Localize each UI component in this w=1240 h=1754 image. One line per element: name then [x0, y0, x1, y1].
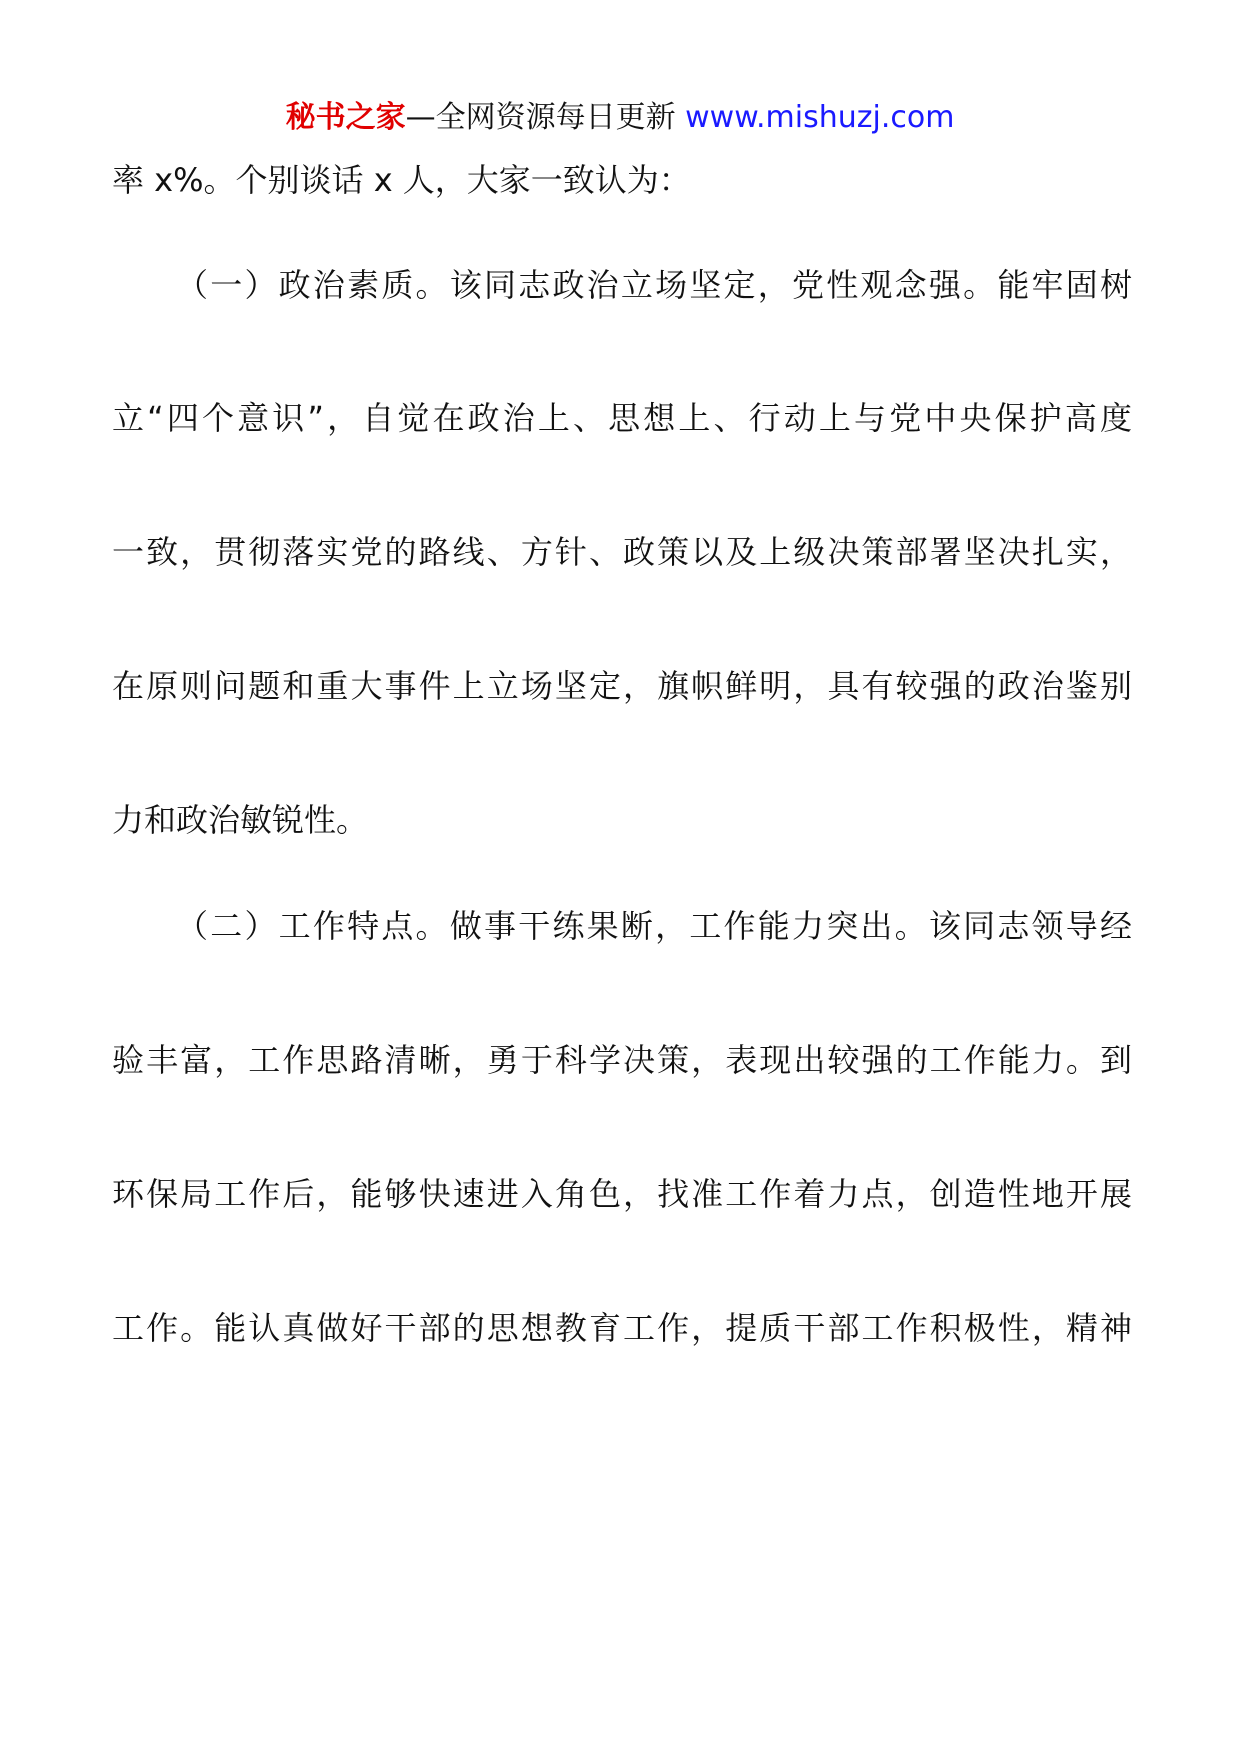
- text-line: 力和政治敏锐性。: [112, 801, 369, 839]
- site-tagline: —全网资源每日更新: [405, 100, 676, 135]
- text-line: （一）政治素质。该同志政治立场坚定，党性观念强。能牢固树: [176, 266, 1132, 304]
- text-line: 立“四个意识”，自觉在政治上、思想上、行动上与党中央保护高度: [112, 399, 1132, 437]
- text-line: 率 x%。个别谈话 x 人，大家一致认为：: [112, 161, 691, 199]
- text-line: 在原则问题和重大事件上立场坚定，旗帜鲜明，具有较强的政治鉴别: [112, 667, 1132, 705]
- site-brand: 秘书之家: [285, 100, 406, 135]
- text-line: 环保局工作后，能够快速进入角色，找准工作着力点，创造性地开展: [112, 1175, 1132, 1213]
- text-line: 一致，贯彻落实党的路线、方针、政策以及上级决策部署坚决扎实，: [112, 533, 1132, 571]
- watermark-header: [0, 98, 1240, 138]
- text-line: 工作。能认真做好干部的思想教育工作，提质干部工作积极性，精神: [112, 1309, 1132, 1347]
- text-line: 验丰富，工作思路清晰，勇于科学决策，表现出较强的工作能力。到: [112, 1041, 1132, 1079]
- text-line: （二）工作特点。做事干练果断，工作能力突出。该同志领导经: [176, 907, 1132, 945]
- site-url: www.mishuzj.com: [685, 100, 955, 135]
